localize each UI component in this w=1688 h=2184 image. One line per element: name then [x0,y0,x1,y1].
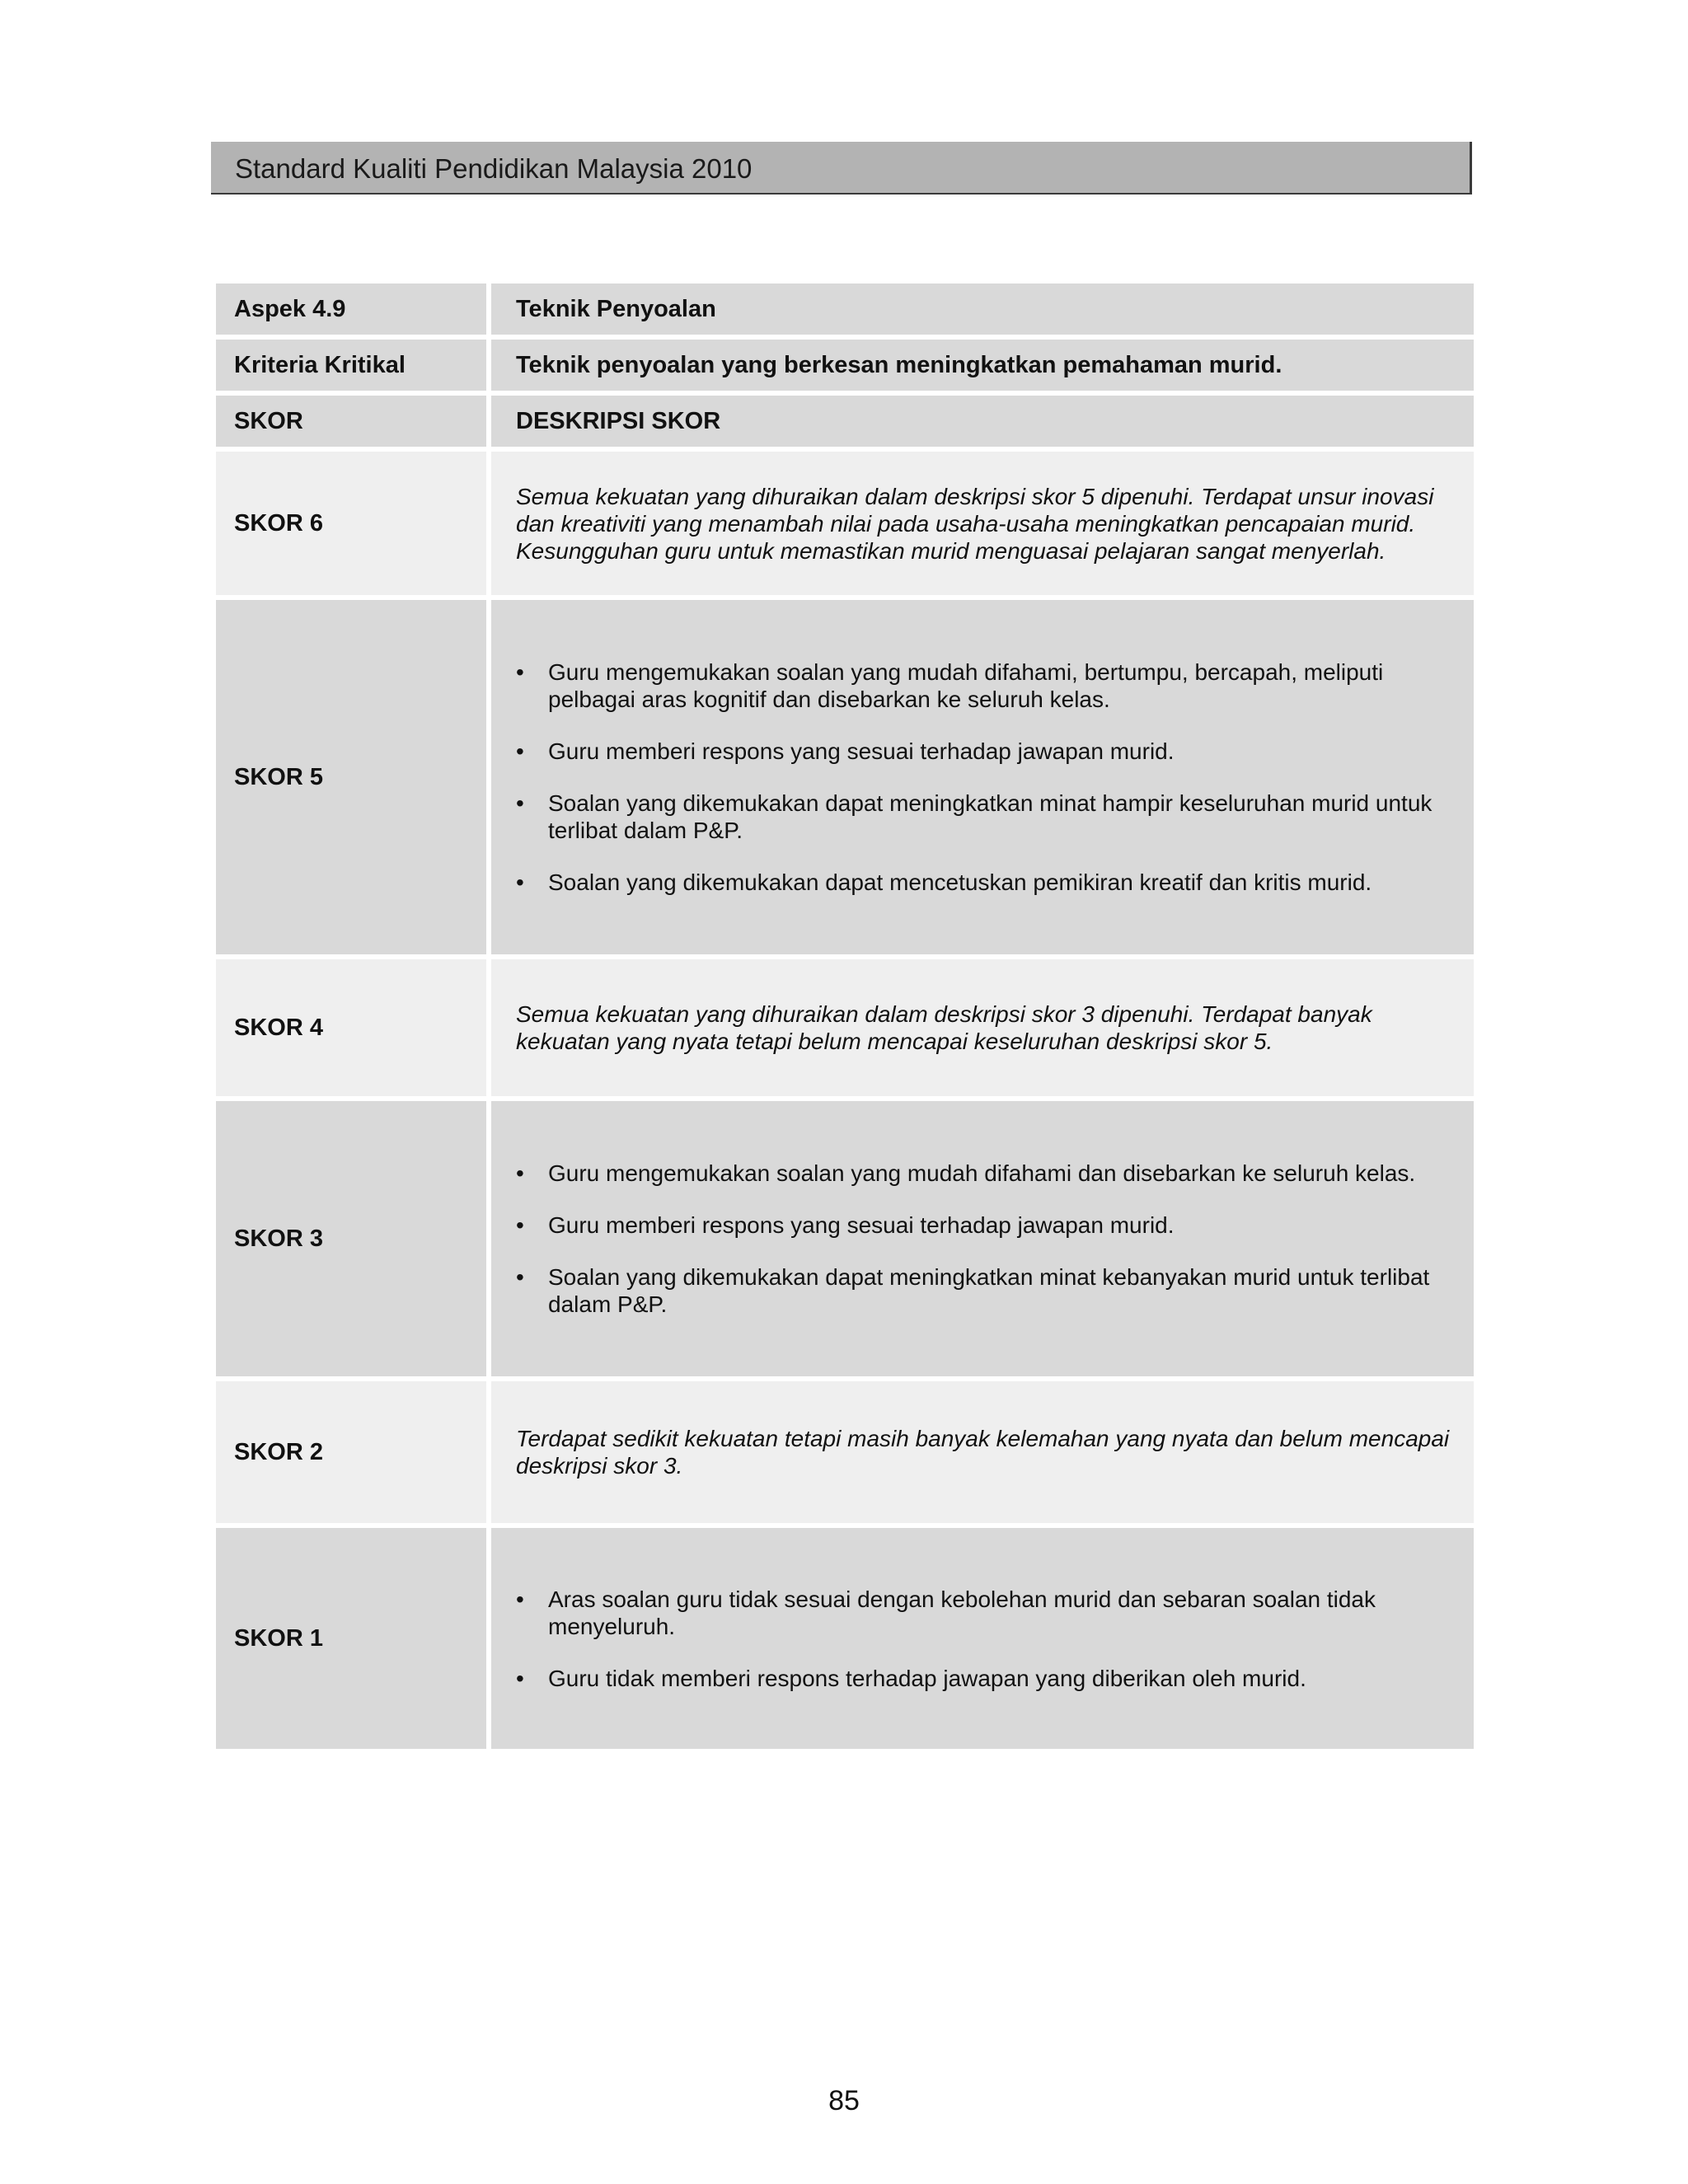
rubric-table [216,284,1474,1754]
score-row-3 [216,1101,1474,1376]
page-header-title: Standard Kualiti Pendidikan Malaysia 2010 [235,153,753,184]
score-label: SKOR 3 [216,1101,486,1376]
bullet-list [516,1586,1465,1692]
bullet-item: • Guru mengemukakan soalan yang mudah difahami dan disebarkan ke seluruh kelas. [516,1160,1465,1187]
page-number: 85 [828,2085,860,2116]
aspect-value: Teknik Penyoalan [491,284,1474,335]
bullet-item: • Guru mengemukakan soalan yang mudah difahami, bertumpu, bercapah, meliputi pelbagai aras kognitif dan disebarkan ke seluruh kelas. [516,658,1465,713]
bullet-item: • Guru tidak memberi respons terhadap jawapan yang diberikan oleh murid. [516,1665,1465,1692]
aspect-label: Aspek 4.9 [216,284,486,335]
score-label: SKOR 4 [216,959,486,1096]
score-row-1 [216,1528,1474,1749]
bullet-item: • Soalan yang dikemukakan dapat mencetuskan pemikiran kreatif dan kritis murid. [516,869,1465,896]
score-header-row [216,396,1474,447]
score-description: Semua kekuatan yang dihuraikan dalam deskripsi skor 5 dipenuhi. Terdapat unsur inovasi dan kreativiti yang menambah nilai pada usaha-usaha meningkatkan pencapaian murid. Kesungguhan guru untuk memastikan murid menguasai pelajaran sangat menyerlah. [491,452,1474,595]
score-row-2 [216,1381,1474,1523]
score-description [491,1101,1474,1376]
score-label: SKOR 5 [216,600,486,954]
criteria-value: Teknik penyoalan yang berkesan meningkatkan pemahaman murid. [491,340,1474,391]
score-label: SKOR 1 [216,1528,486,1749]
score-row-4 [216,959,1474,1096]
bullet-item: • Soalan yang dikemukakan dapat meningkatkan minat kebanyakan murid untuk terlibat dalam P&P. [516,1263,1465,1318]
score-label: SKOR 2 [216,1381,486,1523]
score-row-6 [216,452,1474,595]
criteria-row [216,340,1474,391]
score-row-5 [216,600,1474,954]
score-description: Terdapat sedikit kekuatan tetapi masih banyak kelemahan yang nyata dan belum mencapai deskripsi skor 3. [491,1381,1474,1523]
score-description [491,600,1474,954]
bullet-item: • Guru memberi respons yang sesuai terhadap jawapan murid. [516,1212,1465,1239]
bullet-item: • Soalan yang dikemukakan dapat meningkatkan minat hampir keseluruhan murid untuk terlibat dalam P&P. [516,790,1465,844]
bullet-list [516,658,1465,896]
score-label: SKOR 6 [216,452,486,595]
bullet-item: • Guru memberi respons yang sesuai terhadap jawapan murid. [516,738,1465,765]
bullet-list [516,1160,1465,1318]
description-header: DESKRIPSI SKOR [491,396,1474,447]
bullet-item: • Aras soalan guru tidak sesuai dengan kebolehan murid dan sebaran soalan tidak menyeluruh. [516,1586,1465,1640]
score-description: Semua kekuatan yang dihuraikan dalam deskripsi skor 3 dipenuhi. Terdapat banyak kekuatan yang nyata tetapi belum mencapai keseluruhan deskripsi skor 5. [491,959,1474,1096]
score-header: SKOR [216,396,486,447]
score-description [491,1528,1474,1749]
criteria-label: Kriteria Kritikal [216,340,486,391]
aspect-row [216,284,1474,335]
